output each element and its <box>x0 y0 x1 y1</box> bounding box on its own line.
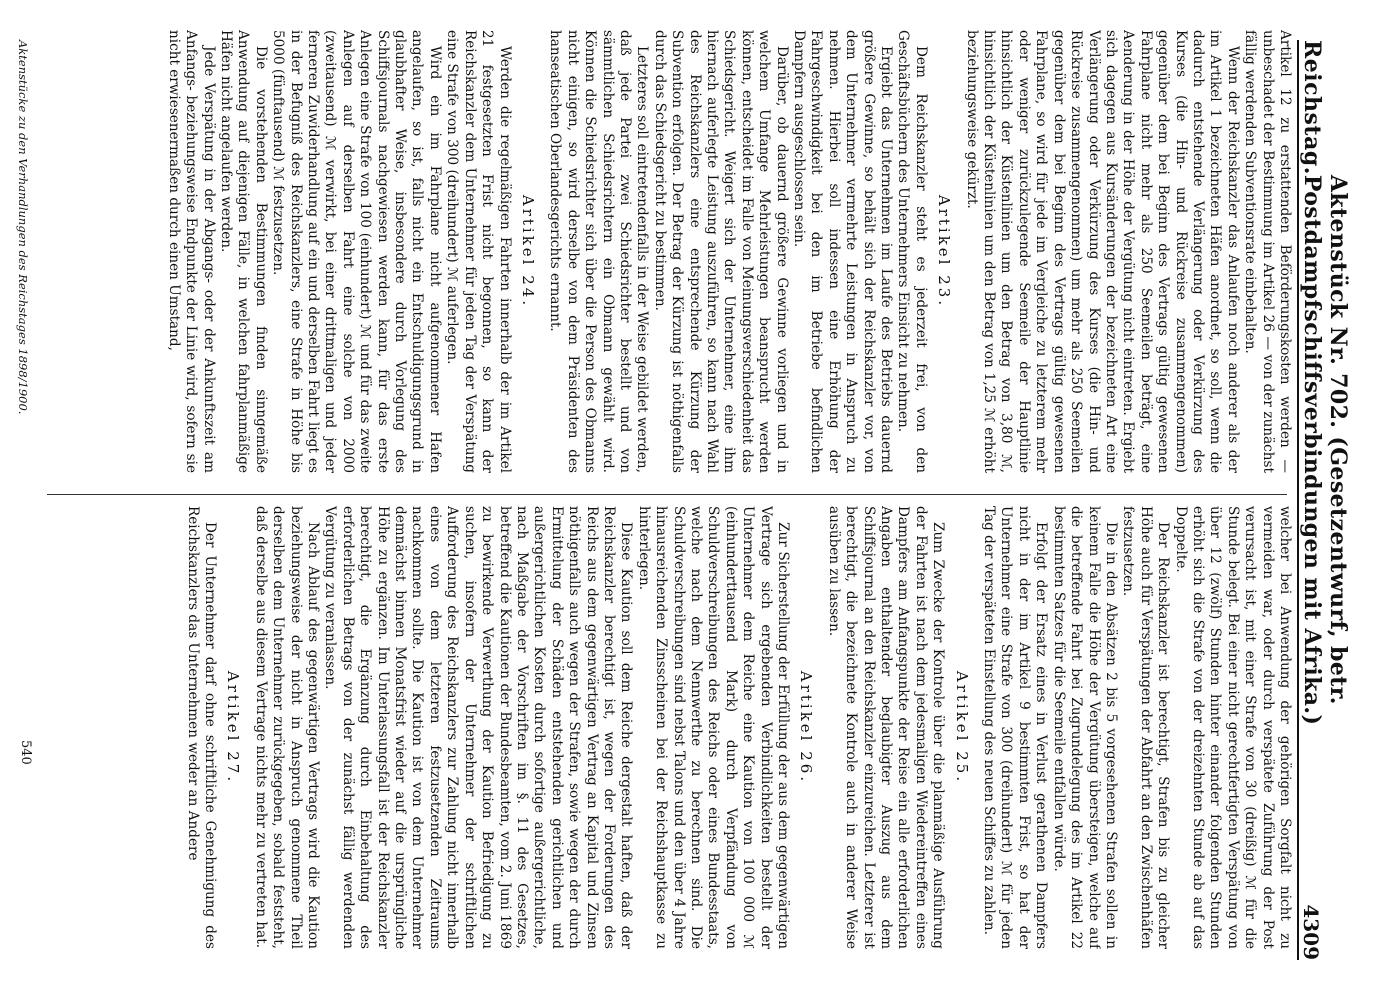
article-heading: Artikel 26. <box>797 670 816 785</box>
article-heading: Artikel 25. <box>952 670 971 785</box>
paragraph: welcher bei Anwendung der gehörigen Sorgfalt nicht zu vermeiden war, oder durch verspätete Zuführung der Post verursacht ist, mit einer Strafe von 30 (dreißig) ℳ für die Stunde belegt. Bei einer nicht gerechtfertigten Verspätung von über 12 (zwölf) Stunden hinter einander folgenden Stunden erhöht sich die Strafe von der dreizehnten Stunde ab auf das Doppelte. <box>1172 506 1293 949</box>
paragraph: Wenn der Reichskanzler das Anlaufen noch anderer als der im Artikel 1 bezeichneten Häfen anordnet, so soll, wenn die dadurch entstehende Verlängerung oder Verkürzung des Kurses (die Hin- und Rückreise zusammengenommen) gegenüber dem bei Beginn des Vertrags gültig gewesenen Fahrplane nicht mehr als 250 Seemeilen beträgt, eine Aenderung in der Höhe der Vergütung nicht eintreten. Ergiebt sich dagegen aus Kursänderungen der bezeichneten Art eine Verlängerung oder Verkürzung des Kurses (die Hin- und Rückreise zusammengenommen) um mehr als 250 Seemeilen gegenüber dem bei Beginn des Vertrags gültig gewesenen Fahrplane, so wird für jede im Vergleiche zu letzterem mehr oder weniger zurückzulegende Seemeile der Hauptlinie hinsichtlich der Küstenlinien um den Betrag von 3,80 ℳ, hinsichtlich der Küstenlinien um den Betrag von 1,25 ℳ erhöht beziehungsweise gekürzt. <box>963 30 1241 473</box>
page-number: 4309 <box>1299 904 1323 960</box>
sheet-signature: 540 <box>18 740 33 765</box>
paragraph: Jede Verspätung in der Abgangs- oder der Ankunftszeit am Anfangs- beziehungsweise Endpunkte der Linie wird, sofern sie nicht erwiesenermaßen durch einen Umstand, <box>165 30 217 473</box>
paragraph: Ergiebt das Unternehmen im Laufe des Betriebs dauernd größere Gewinne, so behält sich der Reichskanzler vor, von dem Unternehmer vermehrte Leistungen in Anspruch zu nehmen. Hierbei soll indessen eine Erhöhung der Fahrgeschwindigkeit bei den im Betriebe befindlichen Dampfern ausgeschlossen sein. <box>791 30 895 473</box>
header-left: Reichstag. <box>1299 40 1325 175</box>
paragraph: Diese Kaution soll dem Reiche dergestalt haften, daß der Reichskanzler berechtigt ist, wegen der Forderungen des Reichs aus dem gegenwärtigen Vertrag an Kapital und Zinsen nöthigenfalls auch wegen der Strafen, sowie wegen der durch Ermittelung der Schäden entstehenden gerichtlichen und außergerichtlichen Kosten durch sofortige außergerichtliche, nach Maßgabe der Vorschriften im §. 11 des Gesetzes, betreffend die Kautionen der Bundesbeamten, vom 2. Juni 1869 zu bewirkende Verwerthung der Kaution Befriedigung zu suchen, insofern der Unternehmer der schriftlichen Aufforderung des Reichskanzlers zur Zahlung nicht innerhalb eines von dem letzteren festzusetzenden Zeitraums nachkommen sollte. Die Kaution ist von dem Unternehmer demnächst binnen Monatsfrist wieder auf die ursprüngliche Höhe zu ergänzen. Im Unterlassungsfall ist der Reichskanzler berechtigt, die Ergänzung durch Einbehaltung des erforderlichen Betrags von der zunächst fällig werdenden Vergütung zu veranlassen. <box>322 506 635 949</box>
paragraph: Artikel 12 zu erstattenden Beförderungskosten werden — unbeschadet der Bestimmung im Artikel 26 — von der zunächst fällig werdenden Subventionsrate einbehalten. <box>1242 30 1293 473</box>
paragraph: Erfolgt der Ersatz eines in Verlust gerathenen Dampfers nicht in der im Artikel 9 bestimmten Frist, so hat der Unternehmer eine Strafe von 300 (dreihundert) ℳ für jeden Tag der verspäteten Einstellung des neuen Schiffes zu zahlen. <box>981 506 1050 949</box>
paragraph: Die vorstehenden Bestimmungen finden sinngemäße Anwendung auf diejenigen Fälle, in welchen fahrplanmäßige Häfen nicht angelaufen werden. <box>218 30 269 473</box>
article-heading: Artikel 27. <box>224 670 243 785</box>
paragraph: Der Reichskanzler ist berechtigt, Strafen bis zu gleicher Höhe auch für Verspätungen der Abfahrt an den Zwischenhäfen festzusetzen. <box>1120 506 1172 949</box>
paragraph: Dem Reichskanzler steht es jederzeit frei, von den Geschäftsbüchern des Unternehmers Einsicht zu nehmen. <box>895 30 929 473</box>
article-heading: Artikel 23. <box>935 194 954 309</box>
paragraph: Werden die regelmäßigen Fahrten innerhalb der im Artikel 21 festgesetzten Frist nicht begonnen, so kann der Reichskanzler dem Unternehmer für jeden Tag der Verspätung eine Strafe von 300 (dreihundert) ℳ auferlegen. <box>444 30 513 473</box>
paragraph: Wird ein im Fahrplane nicht aufgenommener Hafen angelaufen, so ist, falls nicht ein Entschuldigungsgrund in glaubhafter Weise, insbesondere durch Vorlegung des Schiffsjournals nachgewiesen werden kann, für das erste Anlegen eine Strafe von 100 (einhundert) ℳ und für das zweite Anlegen auf derselben Fahrt eine solche von 2000 (zweitausend) ℳ verwirkt, bei einer drittmaligen und jeder ferneren Zuwiderhandlung auf ein und derselben Fahrt liegt es in der Befugniß des Reichskanzlers, eine Strafe in Höhe bis 5000 (fünftausend) ℳ festzusetzen. <box>270 30 443 473</box>
left-column <box>38 30 1293 473</box>
paragraph: Zur Sicherstellung der Erfüllung der aus dem gegenwärtigen Vertrage sich ergebenden Verbindlichkeiten bestellt der Unternehmer dem Reiche eine Kaution von 100 000 ℳ (einhunderttausend Mark) durch Verpfändung von Schuldverschreibungen des Reichs oder eines Bundesstaats, welche nach dem Nennwerthe zu berechnen sind. Die Schuldverschreibungen sind nebst Talons und den über 4 Jahre hinausreichenden Zinsscheinen bei der Reichshauptkasse zu hinterlegen. <box>635 506 792 949</box>
paragraph: Darüber, ob dauernd größere Gewinne vorliegen und in welchem Umfange Mehrleistungen beansprucht werden können, entscheidet im Falle von Meinungsverschiedenheit das Schiedsgericht. Weigert sich der Unternehmer, eine ihm hiernach auferlegte Leistung auszuführen, so kann nach Wahl des Reichskanzlers eine entsprechende Kürzung der Subvention erfolgen. Der Betrag der Kürzung ist nöthigenfalls durch das Schiedsgericht zu bestimmen. <box>651 30 790 473</box>
paragraph: Zum Zwecke der Kontrole über die planmäßige Ausführung der Fahrten ist nach dem jedesmaligen Wiedereintreffen eines Dampfers am Anfangspunkte der Reise ein alle erforderlichen Angaben enthaltender beglaubigter Auszug aus dem Schiffsjournal an den Reichskanzler einzureichen. Letzterer ist berechtigt, die bezeichnete Kontrole auch in anderer Weise ausüben zu lassen. <box>825 506 947 949</box>
page-header <box>1297 40 1351 960</box>
paragraph: Letzteres soll eintretendenfalls in der Weise gebildet werden, daß jede Partei zwei Schiedsrichter bestellt und von sämmtlichen Schiedsrichtern ein Obmann gewählt wird. Können die Schiedsrichter sich über die Person des Obmanns nicht einigen, so wird derselbe von dem Präsidenten des hanseatischen Oberlandesgerichts ernannt. <box>547 30 651 473</box>
footer-note: Aktenstücke zu den Verhandlungen des Reichstages 1898/1900. <box>16 40 30 415</box>
paragraph: Die in den Absätzen 2 bis 5 vorgesehenen Strafen sollen in keinem Falle die Höhe der Vergütung übersteigen, welche auf die betreffende Fahrt bei Zugrundelegung des im Artikel 22 bestimmten Satzes für die Seemeile entfallen würde. <box>1050 506 1119 949</box>
paragraph: Nach Ablauf des gegenwärtigen Vertrags wird die Kaution beziehungsweise der nicht in Anspruch genommene Theil derselben dem Unternehmer zurückgegeben, sobald feststeht, daß derselbe aus diesem Vertrage nichts mehr zu vertreten hat. <box>252 506 322 949</box>
column-divider <box>47 494 1287 495</box>
article-heading: Artikel 24. <box>518 194 537 309</box>
header-title: Aktenstück Nr. 702. (Gesetzentwurf, betr. Postdampfschiffsverbindungen mit Afrika.) <box>1299 174 1351 726</box>
paragraph: Der Unternehmer darf ohne schriftliche Genehmigung des Reichskanzlers das Unternehmen weder an Andere <box>184 506 219 949</box>
right-column <box>38 506 1293 949</box>
